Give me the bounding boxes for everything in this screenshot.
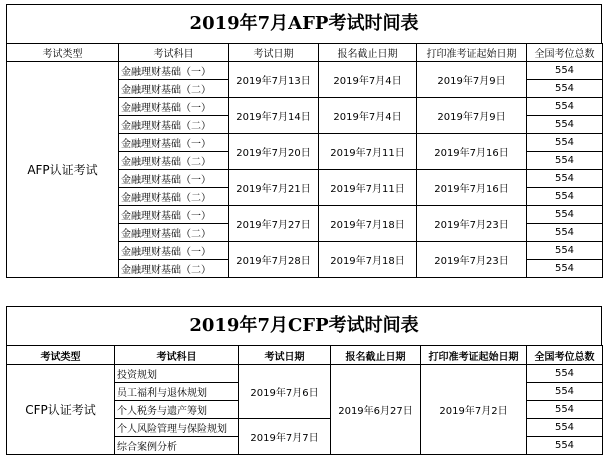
seats-cell: 554 [527, 62, 603, 80]
cfp-header-seats: 全国考位总数 [527, 346, 603, 365]
print-date-cell: 2019年7月2日 [421, 365, 527, 455]
seats-cell: 554 [527, 224, 603, 242]
seats-cell: 554 [527, 170, 603, 188]
deadline-cell: 2019年7月11日 [319, 170, 417, 206]
subject-cell: 金融理财基础（二） [119, 80, 229, 98]
subject-cell: 金融理财基础（二） [119, 152, 229, 170]
seats-cell: 554 [527, 188, 603, 206]
cfp-table [6, 345, 603, 455]
cfp-header-exam-date: 考试日期 [239, 346, 331, 365]
subject-cell: 个人税务与遗产筹划 [115, 401, 239, 419]
seats-cell: 554 [527, 383, 603, 401]
seats-cell: 554 [527, 116, 603, 134]
deadline-cell: 2019年7月18日 [319, 242, 417, 278]
afp-header-deadline: 报名截止日期 [319, 44, 417, 62]
cfp-title: 2019年7月CFP考试时间表 [6, 306, 602, 345]
cfp-header-print-date: 打印准考证起始日期 [421, 346, 527, 365]
afp-header-type: 考试类型 [7, 44, 119, 62]
subject-cell: 金融理财基础（一） [119, 206, 229, 224]
seats-cell: 554 [527, 206, 603, 224]
cfp-header-row [7, 346, 603, 365]
print-date-cell: 2019年7月23日 [417, 242, 527, 278]
subject-cell: 金融理财基础（一） [119, 134, 229, 152]
afp-header-exam-date: 考试日期 [229, 44, 319, 62]
afp-header-subject: 考试科目 [119, 44, 229, 62]
seats-cell: 554 [527, 80, 603, 98]
exam-date-cell: 2019年7月13日 [229, 62, 319, 98]
subject-cell: 综合案例分析 [115, 437, 239, 455]
seats-cell: 554 [527, 437, 603, 455]
afp-header-seats: 全国考位总数 [527, 44, 603, 62]
subject-cell: 个人风险管理与保险规划 [115, 419, 239, 437]
afp-header-row [7, 44, 603, 62]
cfp-header-deadline: 报名截止日期 [331, 346, 421, 365]
seats-cell: 554 [527, 401, 603, 419]
afp-schedule [6, 4, 602, 278]
exam-date-cell: 2019年7月7日 [239, 419, 331, 455]
deadline-cell: 2019年7月18日 [319, 206, 417, 242]
cfp-header-subject: 考试科目 [115, 346, 239, 365]
print-date-cell: 2019年7月16日 [417, 170, 527, 206]
exam-date-cell: 2019年7月20日 [229, 134, 319, 170]
subject-cell: 金融理财基础（二） [119, 188, 229, 206]
seats-cell: 554 [527, 152, 603, 170]
afp-header-print-date: 打印准考证起始日期 [417, 44, 527, 62]
subject-cell: 金融理财基础（一） [119, 242, 229, 260]
afp-table [6, 43, 603, 278]
subject-cell: 金融理财基础（二） [119, 116, 229, 134]
exam-date-cell: 2019年7月21日 [229, 170, 319, 206]
seats-cell: 554 [527, 365, 603, 383]
subject-cell: 金融理财基础（一） [119, 170, 229, 188]
deadline-cell: 2019年7月11日 [319, 134, 417, 170]
subject-cell: 金融理财基础（二） [119, 260, 229, 278]
deadline-cell: 2019年6月27日 [331, 365, 421, 455]
print-date-cell: 2019年7月23日 [417, 206, 527, 242]
seats-cell: 554 [527, 419, 603, 437]
seats-cell: 554 [527, 260, 603, 278]
deadline-cell: 2019年7月4日 [319, 98, 417, 134]
exam-date-cell: 2019年7月14日 [229, 98, 319, 134]
seats-cell: 554 [527, 98, 603, 116]
cfp-schedule [6, 306, 602, 455]
exam-date-cell: 2019年7月27日 [229, 206, 319, 242]
afp-cert-type: AFP认证考试 [7, 62, 119, 278]
seats-cell: 554 [527, 134, 603, 152]
subject-cell: 投资规划 [115, 365, 239, 383]
seats-cell: 554 [527, 242, 603, 260]
print-date-cell: 2019年7月16日 [417, 134, 527, 170]
subject-cell: 员工福利与退休规划 [115, 383, 239, 401]
subject-cell: 金融理财基础（一） [119, 62, 229, 80]
cfp-header-type: 考试类型 [7, 346, 115, 365]
deadline-cell: 2019年7月4日 [319, 62, 417, 98]
table-row [7, 365, 603, 383]
table-row [7, 62, 603, 80]
print-date-cell: 2019年7月9日 [417, 62, 527, 98]
subject-cell: 金融理财基础（二） [119, 224, 229, 242]
subject-cell: 金融理财基础（一） [119, 98, 229, 116]
afp-title: 2019年7月AFP考试时间表 [6, 4, 602, 43]
exam-date-cell: 2019年7月6日 [239, 365, 331, 419]
print-date-cell: 2019年7月9日 [417, 98, 527, 134]
cfp-cert-type: CFP认证考试 [7, 365, 115, 455]
exam-date-cell: 2019年7月28日 [229, 242, 319, 278]
